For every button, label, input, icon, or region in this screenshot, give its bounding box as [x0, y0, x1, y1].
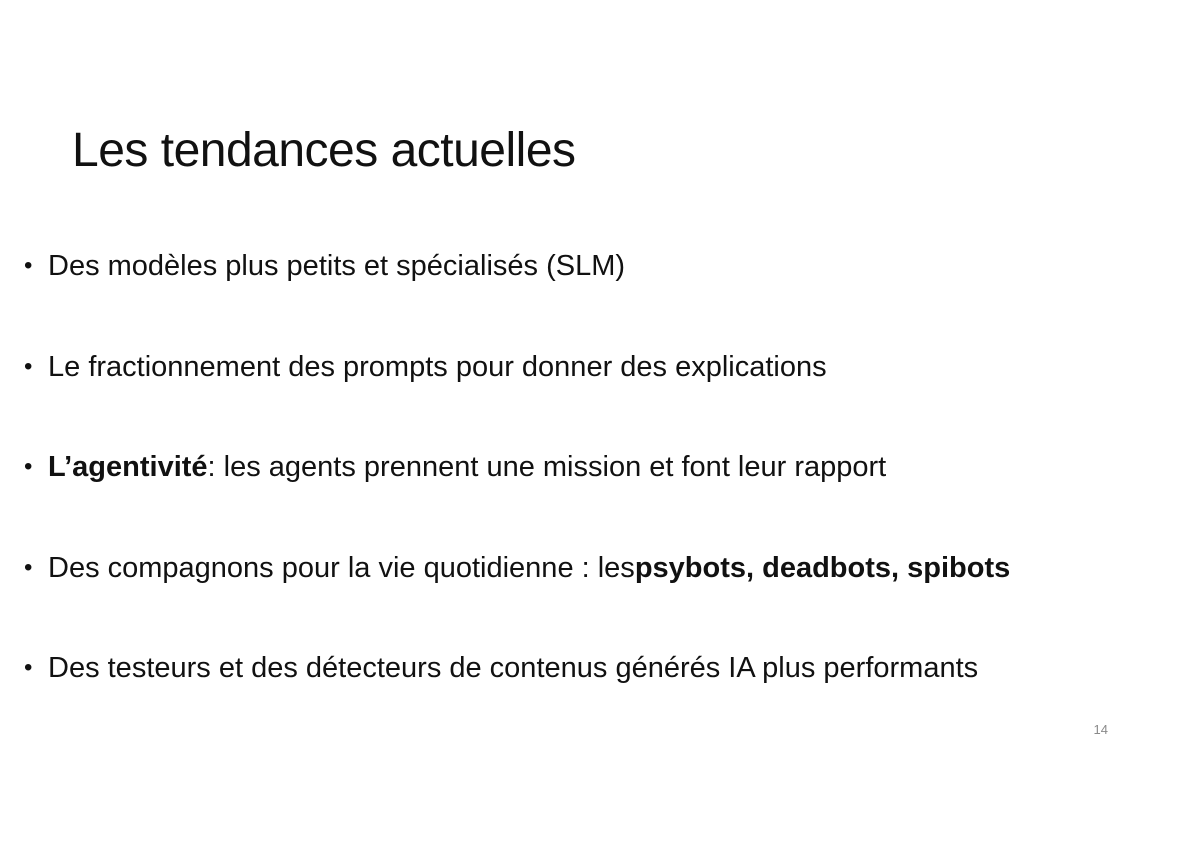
- page-number: 14: [1093, 722, 1108, 737]
- bullet-text: : les agents prennent une mission et font leur rapport: [207, 451, 887, 483]
- bullet-icon: •: [24, 352, 33, 380]
- bullet-item-detecteurs: [24, 650, 1010, 751]
- bullet-text: Des compagnons pour la vie quotidienne : les: [48, 551, 635, 584]
- bullet-strong-text: psybots, deadbots, spibots: [634, 551, 1011, 584]
- bullet-text: Des modèles plus petits et spécialisés (SLM): [48, 250, 626, 282]
- bullet-text: Des testeurs et des détecteurs de contenus générés IA plus performants: [48, 652, 979, 684]
- bullet-item-prompts: [24, 349, 1010, 450]
- bullet-icon: •: [24, 453, 33, 480]
- bullet-list: [24, 248, 1010, 751]
- slide-title: Les tendances actuelles: [72, 124, 576, 177]
- bullet-text: Le fractionnement des prompts pour donner des explications: [48, 350, 827, 383]
- bullet-icon: •: [24, 553, 33, 581]
- bullet-icon: •: [24, 654, 33, 681]
- bullet-icon: •: [24, 252, 33, 279]
- bullet-item-agentivite: [24, 449, 1010, 550]
- bullet-item-compagnons: [24, 550, 1010, 651]
- bullet-strong-text: L’agentivité: [48, 451, 208, 483]
- bullet-item-slm: [24, 248, 1010, 349]
